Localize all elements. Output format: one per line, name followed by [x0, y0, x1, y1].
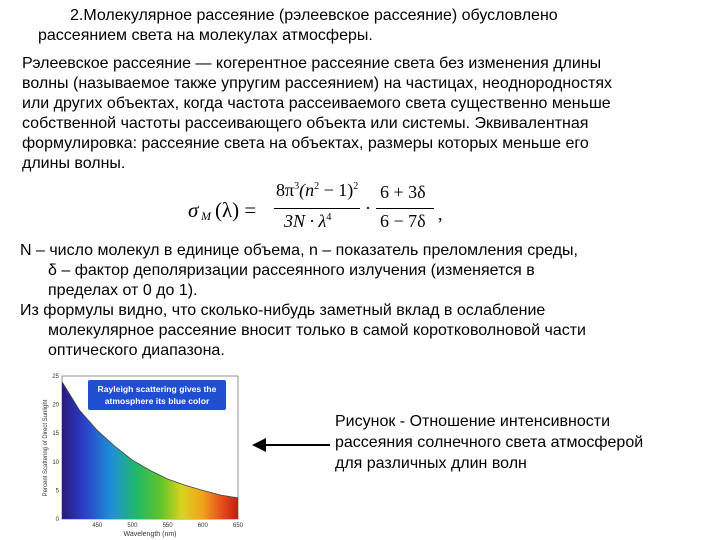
figure-caption — [335, 411, 715, 474]
definition-line: или других объектах, когда частота рассеиваемого света существенно меньше — [22, 95, 611, 112]
rayleigh-scattering-chart — [38, 368, 256, 538]
definition-line: Рэлеевское рассеяние — когерентное рассеяние света без изменения длины — [22, 55, 602, 72]
y-tick-label: 0 — [55, 517, 59, 523]
formula-fraction-bar-1 — [274, 208, 360, 209]
x-tick-label: 550 — [162, 523, 173, 529]
y-tick-label: 25 — [52, 374, 59, 380]
heading-line-2: рассеянием света на молекулах атмосферы. — [38, 27, 373, 44]
x-axis-label: Wavelength (nm) — [123, 531, 177, 538]
definition-line: формулировка: рассеяние света на объектах, размеры которых меньше его — [22, 135, 589, 152]
y-tick-label: 5 — [55, 488, 59, 495]
definition-paragraph — [22, 54, 712, 174]
formula-comma: , — [438, 204, 443, 224]
x-tick-label: 500 — [127, 523, 138, 529]
y-tick-label: 20 — [52, 402, 59, 409]
formula-numerator-2: 6 + 3δ — [380, 182, 426, 202]
formula-denominator-2: 6 − 7δ — [380, 211, 426, 231]
caption-line: рассеяния солнечного света атмосферой — [335, 434, 644, 451]
caption-line: Рисунок - Отношение интенсивности — [335, 413, 611, 430]
caption-line: для различных длин волн — [335, 455, 527, 472]
formula-fraction-bar-2 — [376, 208, 434, 209]
x-tick-label: 650 — [232, 523, 244, 529]
heading — [20, 6, 700, 46]
formula-denominator-1: $3N \cdot \lambda^4$ — [284, 211, 332, 231]
formula-lhs-argument: (λ) = — [215, 198, 257, 222]
notes-line: Из формулы видно, что сколько-нибудь заметный вклад в ослабление — [20, 302, 546, 319]
chart-title-line-1: Rayleigh scattering gives the — [97, 384, 217, 394]
notes-line: δ – фактор деполяризации рассеянного излучения (изменяется в — [48, 262, 535, 279]
y-tick-label: 10 — [52, 459, 59, 466]
definition-line: длины волны. — [22, 155, 126, 172]
formula-sigma-subscript: M — [201, 209, 211, 223]
y-axis-label: Percent Scattering of Direct Sunlight — [43, 399, 49, 497]
notes — [20, 241, 710, 361]
notes-line: пределах от 0 до 1). — [48, 282, 198, 299]
notes-line: молекулярное рассеяние вносит только в самой коротковолновой части — [48, 322, 586, 339]
formula-dot: · — [365, 198, 371, 218]
chart-title-line-2: atmosphere its blue color — [104, 396, 210, 406]
formula-numerator-1: $8\pi^3(n^2 - 1)^2$ — [276, 180, 359, 200]
notes-line: N – число молекул в единице объема, n – показатель преломления среды, — [20, 242, 578, 259]
rayleigh-formula — [188, 180, 458, 238]
x-tick-label: 600 — [197, 523, 208, 529]
left-arrow-icon — [250, 433, 332, 457]
definition-line: собственной частоты рассеивающего объекта или системы. Эквивалентная — [22, 115, 589, 132]
heading-line-1: 2.Молекулярное рассеяние (рэлеевское рассеяние) обусловлено — [70, 7, 558, 24]
y-tick-label: 15 — [52, 431, 59, 438]
notes-line: оптического диапазона. — [48, 342, 225, 359]
definition-line: волны (называемое также упругим рассеянием) на частицах, неоднородностях — [22, 75, 613, 92]
formula-sigma: σ — [188, 198, 199, 222]
x-tick-label: 450 — [92, 523, 103, 529]
